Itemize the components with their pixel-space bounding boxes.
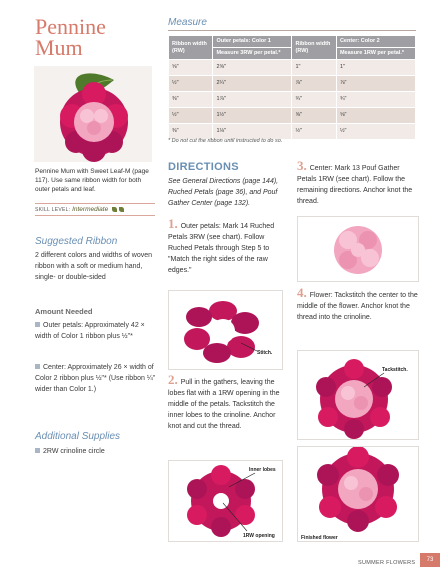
table-cell: 1" bbox=[292, 60, 336, 76]
measure-header-row bbox=[169, 36, 416, 48]
table-cell: ⅝" bbox=[336, 108, 415, 124]
page-number: 73 bbox=[420, 553, 440, 567]
directions-heading: DIRECTIONS bbox=[168, 161, 239, 173]
amount-item-outer bbox=[35, 320, 157, 342]
footer-section: SUMMER FLOWERS bbox=[358, 560, 416, 566]
step-text: Flower: Tackstitch the center to the middle of the flower. Anchor knot the thread into the crinoline. bbox=[297, 292, 418, 321]
measure-subheader: Measure 3RW per petal.* bbox=[213, 48, 292, 60]
table-cell: ⅜" bbox=[169, 92, 213, 108]
finished-flower-photo bbox=[297, 446, 419, 542]
step-text: Pull in the gathers, leaving the lobes flat with a 1RW opening in the middle of the petals. Tackstitch the inner lobes to the crinoline. Anchor knot and cut the thread. bbox=[168, 379, 280, 430]
table-cell: ⅞" bbox=[336, 76, 415, 92]
measure-col-header: Center: Color 2 bbox=[336, 36, 415, 48]
step-text: Center: Mark 13 Pouf Gather Petals 1RW (see chart). Follow the remaining directions. Anchor knot the thread. bbox=[297, 165, 413, 205]
step-2 bbox=[168, 374, 288, 432]
suggested-ribbon-heading: Suggested Ribbon bbox=[35, 236, 118, 247]
tackstitch-label: Tackstitch. bbox=[382, 367, 408, 373]
table-cell: ⅜" bbox=[169, 124, 213, 140]
table-cell: ⅝" bbox=[169, 60, 213, 76]
table-cell: ¾" bbox=[336, 92, 415, 108]
measure-subheader: Measure 1RW per petal.* bbox=[336, 48, 415, 60]
measure-col-header: Ribbon width (RW) bbox=[292, 36, 336, 60]
opening-label: 1RW opening bbox=[243, 533, 275, 539]
measure-col-header: Outer petals: Color 1 bbox=[213, 36, 292, 48]
table-row bbox=[169, 108, 416, 124]
measure-note: * Do not cut the ribbon until instructed to do so. bbox=[168, 138, 283, 144]
amount-item-center-text: Center: Approximately 26 × width of Color 2 ribbon plus ½"* (Use ribbon ¼" wider than Color 1.) bbox=[35, 364, 156, 393]
table-cell: ½" bbox=[169, 108, 213, 124]
step-number: 3. bbox=[297, 158, 307, 173]
directions-intro-text: See General Directions (page 144), Ruched Petals (page 36), and Pouf Gather Center (page 132). bbox=[168, 178, 279, 207]
supplies-item-text: 2RW crinoline circle bbox=[43, 448, 105, 455]
skill-level-label: SKILL LEVEL: bbox=[35, 207, 71, 213]
finished-flower-label: Finished flower bbox=[301, 535, 338, 541]
amount-item-outer-text: Outer petals: Approximately 42 × width of Color 1 ribbon plus ½"* bbox=[35, 322, 145, 340]
suggested-ribbon-text: 2 different colors and widths of woven ribbon with a soft or medium hand, single- or double-sided bbox=[35, 252, 152, 281]
bullet-square-icon bbox=[35, 364, 40, 369]
step-3-photo bbox=[297, 216, 419, 282]
amount-needed-heading: Amount Needed bbox=[35, 307, 93, 316]
measure-col-header: Ribbon width (RW) bbox=[169, 36, 213, 60]
flower-with-leaf-image bbox=[34, 66, 152, 162]
step-2-photo bbox=[168, 460, 283, 542]
step-3 bbox=[297, 160, 419, 207]
hero-photo bbox=[34, 66, 152, 162]
amount-item-center bbox=[35, 362, 157, 395]
photo-caption: Pennine Mum with Sweet Leaf-M (page 117). Use same ribbon width for both outer petals and leaf. bbox=[35, 168, 149, 193]
step-1 bbox=[168, 218, 288, 276]
skill-level-value: Intermediate bbox=[72, 206, 109, 213]
table-cell: ½" bbox=[292, 124, 336, 140]
table-row bbox=[169, 76, 416, 92]
leaf-icon bbox=[119, 207, 124, 212]
table-cell: ¾" bbox=[292, 92, 336, 108]
step-number: 1. bbox=[168, 216, 178, 231]
step-4-photo bbox=[297, 350, 419, 440]
table-cell: 1½" bbox=[213, 108, 292, 124]
table-cell: ⅝" bbox=[292, 108, 336, 124]
measure-heading: Measure bbox=[168, 17, 207, 28]
sidebar bbox=[0, 0, 158, 576]
table-cell: ⅞" bbox=[292, 76, 336, 92]
table-row bbox=[169, 60, 416, 76]
table-cell: 2¼" bbox=[213, 76, 292, 92]
table-cell: 1" bbox=[336, 60, 415, 76]
page-title: Pennine Mum bbox=[35, 14, 106, 60]
table-cell: 1⅛" bbox=[213, 124, 292, 140]
table-row bbox=[169, 92, 416, 108]
table-cell: ½" bbox=[336, 124, 415, 140]
step-text: Outer petals: Mark 14 Ruched Petals 3RW (see chart). Follow Ruched Petals through Step 5 to "Match the right sides of the raw edges." bbox=[168, 223, 275, 274]
table-cell: 1⅞" bbox=[213, 92, 292, 108]
measure-table bbox=[168, 35, 416, 140]
step-1-photo bbox=[168, 290, 283, 370]
supplies-item bbox=[35, 446, 157, 457]
table-cell: ½" bbox=[169, 76, 213, 92]
skill-level bbox=[35, 203, 155, 216]
step-number: 4. bbox=[297, 285, 307, 300]
step-number: 2. bbox=[168, 372, 178, 387]
measure-divider bbox=[168, 30, 416, 31]
inner-lobes-label: Inner lobes bbox=[249, 467, 276, 473]
step-4 bbox=[297, 287, 419, 323]
stitch-label: Stitch. bbox=[257, 350, 273, 356]
additional-supplies-heading: Additional Supplies bbox=[35, 431, 121, 442]
bullet-square-icon bbox=[35, 322, 40, 327]
directions-intro bbox=[168, 176, 288, 209]
leaf-icon bbox=[112, 207, 117, 212]
table-cell: 2⅝" bbox=[213, 60, 292, 76]
bullet-square-icon bbox=[35, 448, 40, 453]
